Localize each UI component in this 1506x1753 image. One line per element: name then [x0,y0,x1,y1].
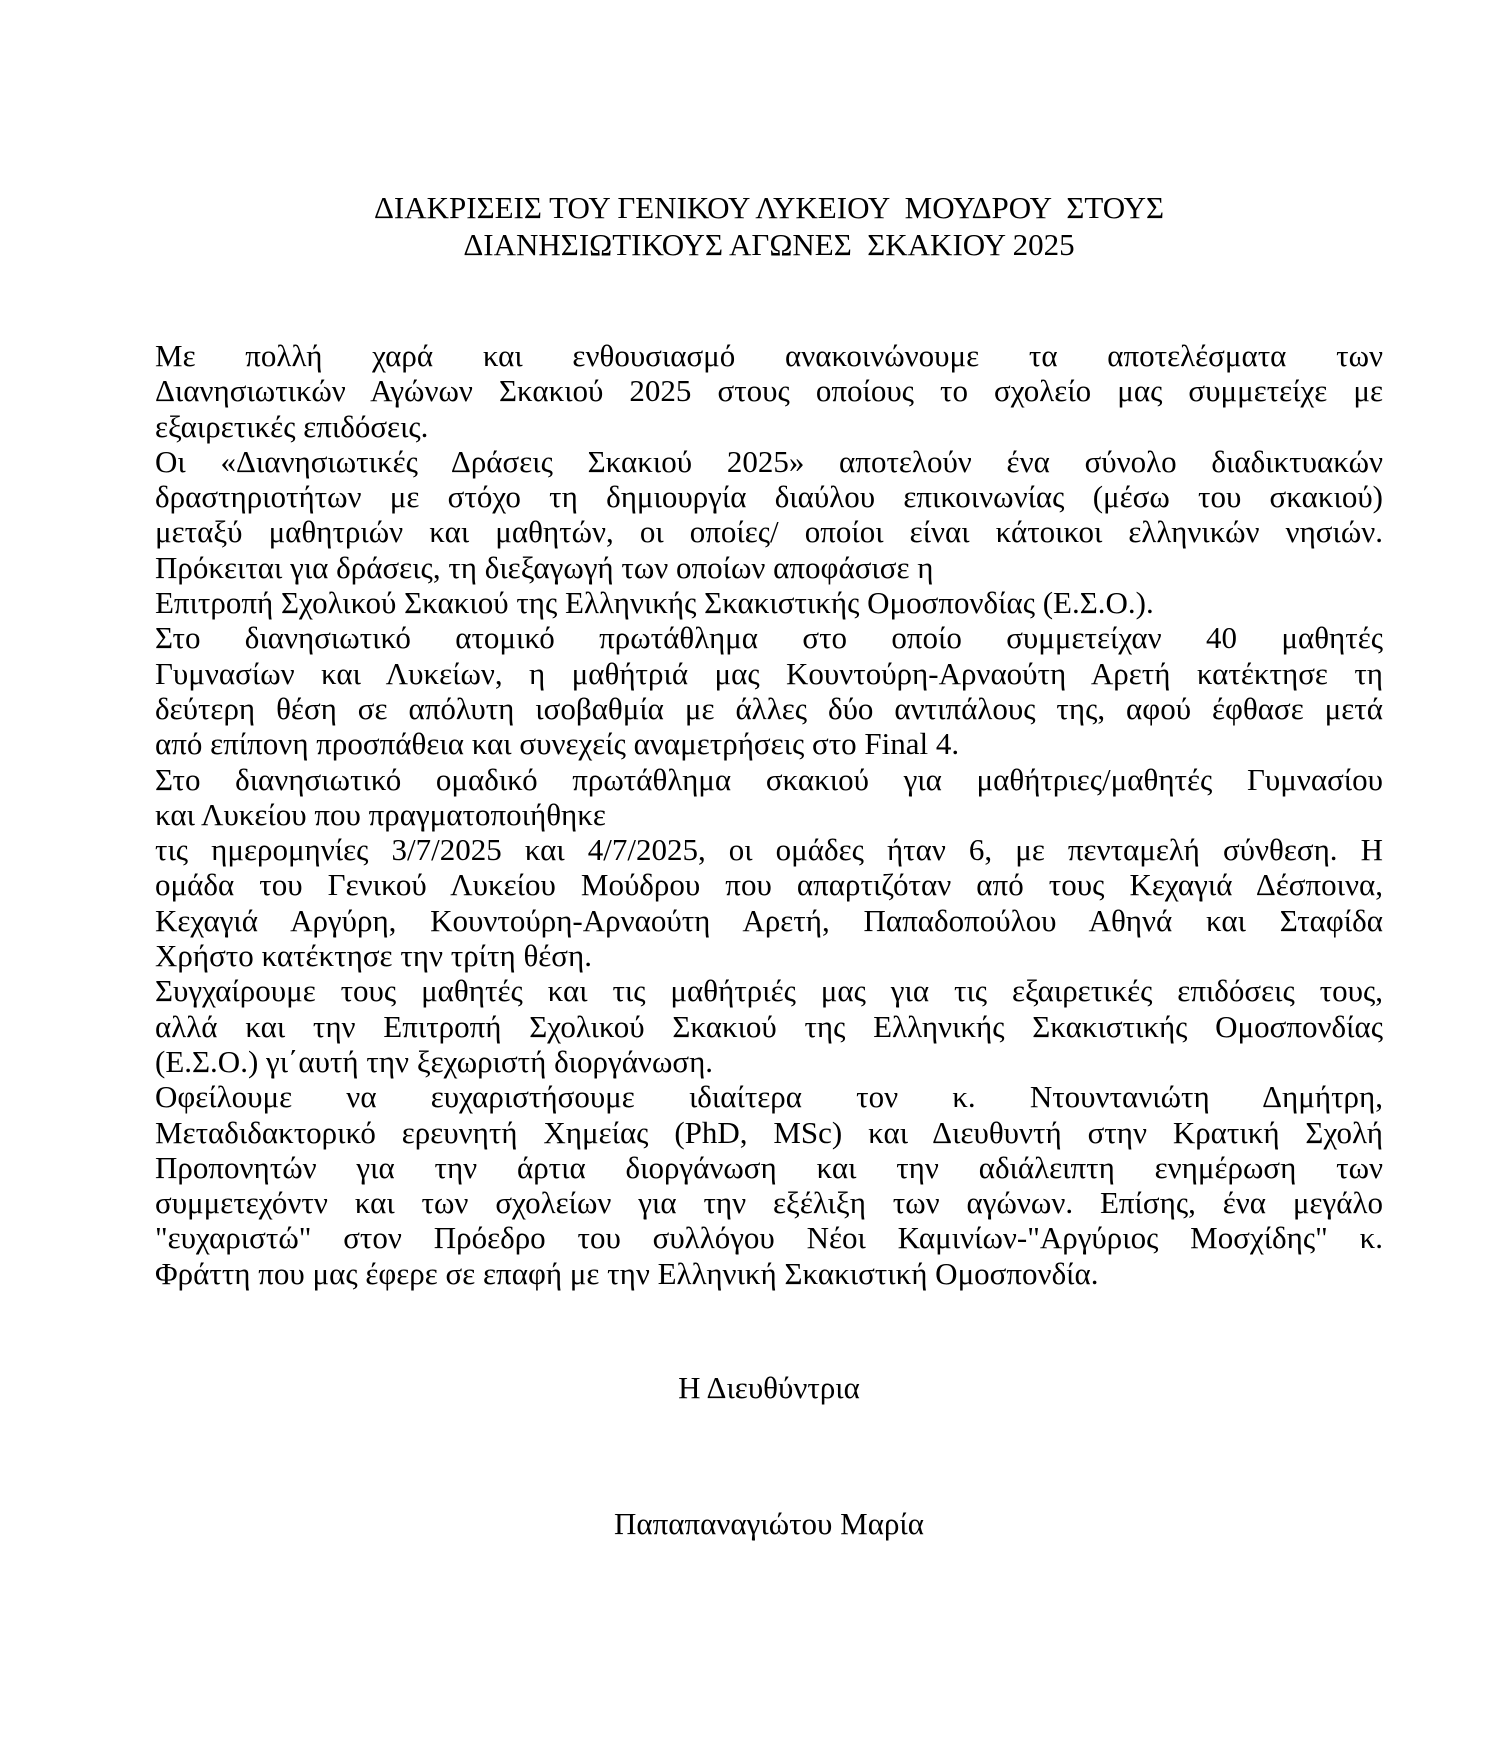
body-line: από επίπονη προσπάθεια και συνεχείς αναμετρήσεις στο Final 4. [155,726,960,762]
body-line: "ευχαριστώ" στον Πρόεδρο του συλλόγου Νέοι Καμινίων-"Αργύριος Μοσχίδης" κ. [155,1220,1383,1256]
title-line-1: ΔΙΑΚΡΙΣΕΙΣ ΤΟΥ ΓΕΝΙΚΟΥ ΛΥΚΕΙΟΥ ΜΟΥΔΡΟΥ ΣΤΟΥΣ [373,190,1165,225]
body-line: δεύτερη θέση σε απόλυτη ισοβαθμία με άλλες δύο αντιπάλους της, αφού έφθασε μετά [155,690,1383,726]
title-line-2: ΔΙΑΝΗΣΙΩΤΙΚΟΥΣ ΑΓΩΝΕΣ ΣΚΑΚΙΟΥ 2025 [463,226,1075,262]
body-line: Συγχαίρουμε τους μαθητές και τις μαθήτριές μας για τις εξαιρετικές επιδόσεις τους, [155,973,1383,1009]
body-line: Φράττη που μας έφερε σε επαφή με την Ελληνική Σκακιστική Ομοσπονδία. [155,1255,1099,1291]
body-line: δραστηριοτήτων με στόχο τη δημιουργία διαύλου επικοινωνίας (μέσω του σκακιού) [155,479,1383,515]
body-line: (Ε.Σ.Ο.) γι΄αυτή την ξεχωριστή διοργάνωση. [155,1043,714,1079]
body-line: Στο διανησιωτικό ατομικό πρωτάθλημα στο οποίο συμμετείχαν 40 μαθητές [155,620,1383,656]
body-line: εξαιρετικές επιδόσεις. [155,408,429,444]
signature-role: Η Διευθύντρια [678,1370,860,1405]
signature-name: Παπαπαναγιώτου Μαρία [613,1506,925,1541]
body-line: ομάδα του Γενικού Λυκείου Μούδρου που απαρτιζόταν από τους Κεχαγιά Δέσποινα, [155,867,1383,903]
body-line: Κεχαγιά Αργύρη, Κουντούρη-Αρναούτη Αρετή, Παπαδοπούλου Αθηνά και Σταφίδα [155,902,1383,938]
body-line: Χρήστο κατέκτησε την τρίτη θέση. [155,938,592,974]
body-line: Γυμνασίων και Λυκείων, η μαθήτριά μας Κουντούρη-Αρναούτη Αρετή κατέκτησε τη [155,655,1383,691]
body-line: τις ημερομηνίες 3/7/2025 και 4/7/2025, οι ομάδες ήταν 6, με πενταμελή σύνθεση. Η [155,832,1383,868]
document-title [155,190,1383,263]
body-line: Οφείλουμε να ευχαριστήσουμε ιδιαίτερα τον κ. Ντουντανιώτη Δημήτρη, [155,1079,1383,1115]
body-line: Οι «Διανησιωτικές Δράσεις Σκακιού 2025» αποτελούν ένα σύνολο διαδικτυακών [155,443,1383,479]
document-body [155,338,1383,1291]
body-line: Στο διανησιωτικό ομαδικό πρωτάθλημα σκακιού για μαθήτριες/μαθητές Γυμνασίου [155,761,1383,797]
body-line: Επιτροπή Σχολικού Σκακιού της Ελληνικής Σκακιστικής Ομοσπονδίας (Ε.Σ.Ο.). [155,585,1154,621]
body-line: Προπονητών για την άρτια διοργάνωση και την αδιάλειπτη ενημέρωση των [155,1149,1383,1185]
body-line: Με πολλή χαρά και ενθουσιασμό ανακοινώνουμε τα αποτελέσματα των [155,338,1383,373]
body-line: Διανησιωτικών Αγώνων Σκακιού 2025 στους οποίους το σχολείο μας συμμετείχε με [155,373,1383,409]
body-line: και Λυκείου που πραγματοποιήθηκε [155,796,606,832]
body-line: Πρόκειται για δράσεις, τη διεξαγωγή των οποίων αποφάσισε η [155,549,934,585]
body-line: συμμετεχόντν και των σχολείων για την εξέλιξη των αγώνων. Επίσης, ένα μεγάλο [155,1185,1383,1221]
body-line: Μεταδιδακτορικό ερευνητή Χημείας (PhD, MSc) και Διευθυντή στην Κρατική Σχολή [155,1114,1383,1150]
body-line: αλλά και την Επιτροπή Σχολικού Σκακιού της Ελληνικής Σκακιστικής Ομοσπονδίας [155,1008,1383,1044]
body-line: μεταξύ μαθητριών και μαθητών, οι οποίες/ οποίοι είναι κάτοικοι ελληνικών νησιών. [155,514,1383,550]
